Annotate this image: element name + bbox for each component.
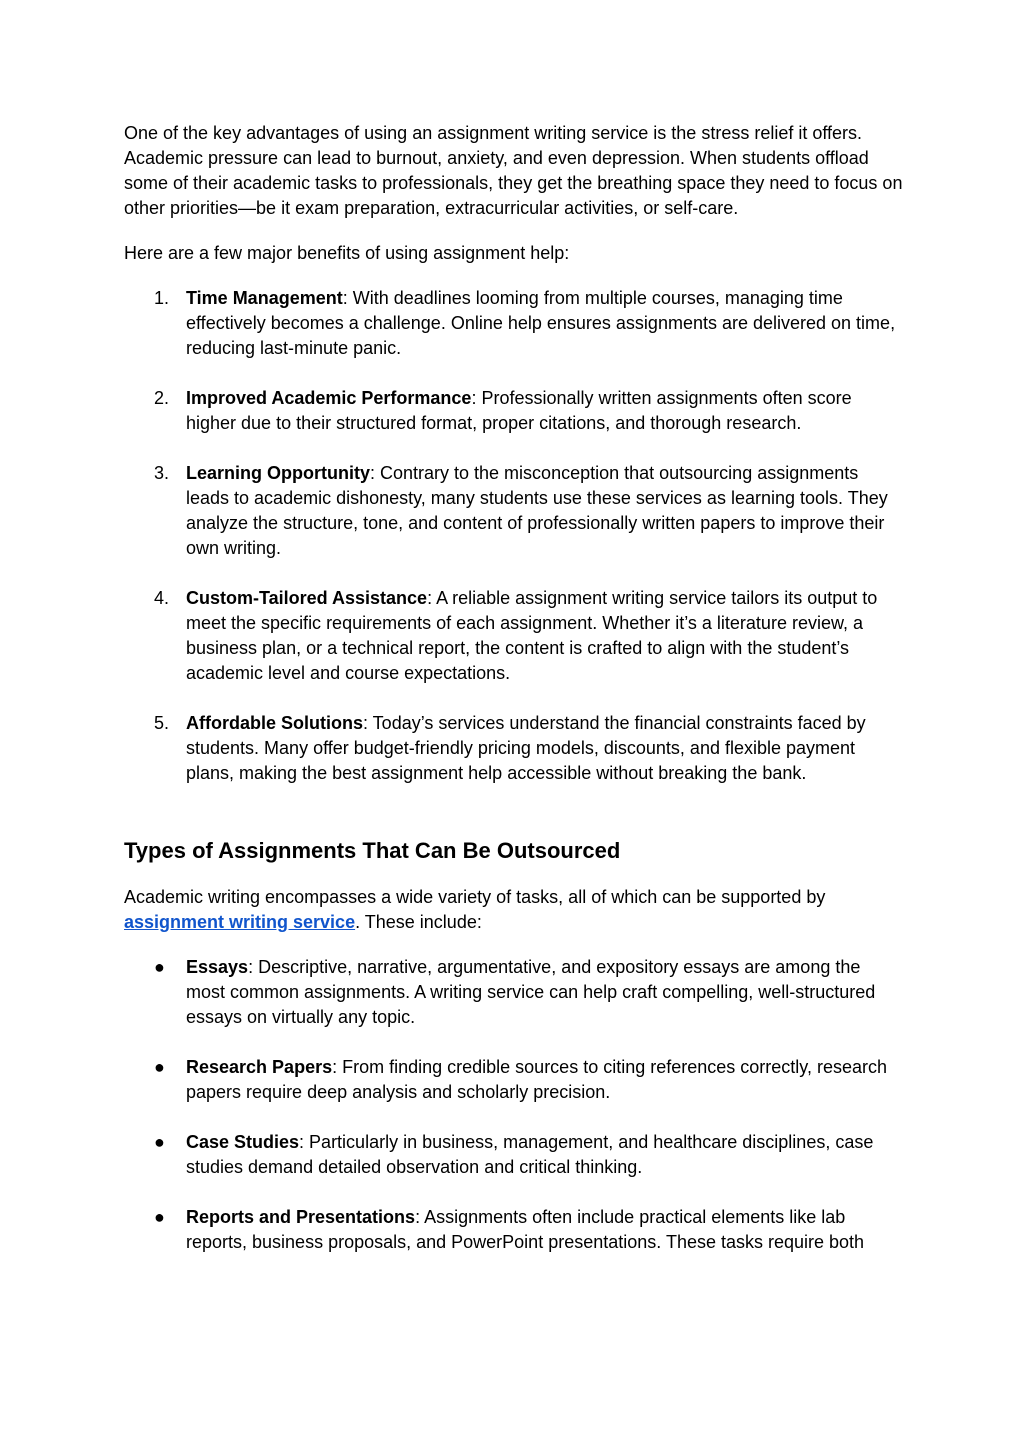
item-title: Essays: [186, 957, 249, 977]
list-number: 2.: [154, 388, 170, 408]
list-number: 5.: [154, 713, 170, 733]
assignment-writing-service-link[interactable]: assignment writing service: [124, 912, 356, 932]
item-text: : With deadlines looming from multiple courses, managing time effectively becomes a challenge. Online help ensures assignments are delivered on time, reducing last-minute panic.: [186, 288, 896, 358]
bullet-icon: ●: [154, 1207, 165, 1227]
list-item: [124, 1055, 904, 1105]
item-title: Reports and Presentations: [186, 1207, 416, 1227]
item-text: : Descriptive, narrative, argumentative, and expository essays are among the most common assignments. A writing service can help craft compelling, well-structured essays on virtually any topic.: [186, 957, 876, 1027]
list-item: [124, 1205, 904, 1255]
list-item: [124, 386, 904, 436]
types-intro-before: Academic writing encompasses a wide variety of tasks, all of which can be supported by: [124, 887, 826, 907]
item-text: : Today’s services understand the financial constraints faced by students. Many offer budget-friendly pricing models, discounts, and flexible payment plans, making the best assignment help accessible without breaking the bank.: [186, 713, 866, 783]
list-item: [124, 461, 904, 561]
item-title: Case Studies: [186, 1132, 300, 1152]
types-list: [124, 955, 904, 1255]
item-title: Time Management: [186, 288, 343, 308]
list-item: [124, 586, 904, 686]
list-item: [124, 711, 904, 786]
types-intro: [124, 885, 904, 935]
item-title: Affordable Solutions: [186, 713, 363, 733]
item-text: : From finding credible sources to citing references correctly, research papers require deep analysis and scholarly precision.: [186, 1057, 887, 1102]
item-text: : Assignments often include practical elements like lab reports, business proposals, and PowerPoint presentations. These tasks require both: [186, 1207, 865, 1252]
benefits-list: [124, 286, 904, 786]
list-number: 3.: [154, 463, 170, 483]
item-text: : A reliable assignment writing service tailors its output to meet the specific requirements of each assignment. Whether it’s a literature review, a business plan, or a technical report, the content is crafted to align with the student’s academic level and course expectations.: [186, 588, 878, 683]
section-heading: Types of Assignments That Can Be Outsourced: [124, 838, 621, 863]
item-text: : Contrary to the misconception that outsourcing assignments leads to academic dishonesty, many students use these services as learning tools. They analyze the structure, tone, and content of professionally written papers to improve their own writing.: [186, 463, 888, 558]
item-title: Learning Opportunity: [186, 463, 370, 483]
intro-paragraph: One of the key advantages of using an assignment writing service is the stress relief it offers. Academic pressure can lead to burnout, anxiety, and even depression. When students offload some of their academic tasks to professionals, they get the breathing space they need to focus on other priorities—be it exam preparation, extracurricular activities, or self-care.: [124, 123, 903, 218]
list-number: 1.: [154, 288, 170, 308]
list-number: 4.: [154, 588, 170, 608]
document-page: [124, 121, 904, 1255]
types-section: [124, 836, 904, 1255]
bullet-icon: ●: [154, 957, 165, 977]
types-intro-after: . These include:: [355, 912, 482, 932]
list-item: [124, 286, 904, 361]
item-title: Improved Academic Performance: [186, 388, 472, 408]
bullet-icon: ●: [154, 1057, 165, 1077]
list-item: [124, 955, 904, 1030]
item-title: Research Papers: [186, 1057, 333, 1077]
item-text: : Professionally written assignments often score higher due to their structured format, proper citations, and thorough research.: [186, 388, 852, 433]
bullet-icon: ●: [154, 1132, 165, 1152]
item-title: Custom-Tailored Assistance: [186, 588, 428, 608]
list-item: [124, 1130, 904, 1180]
benefits-lead: Here are a few major benefits of using assignment help:: [124, 243, 570, 263]
item-text: : Particularly in business, management, and healthcare disciplines, case studies demand detailed observation and critical thinking.: [186, 1132, 874, 1177]
